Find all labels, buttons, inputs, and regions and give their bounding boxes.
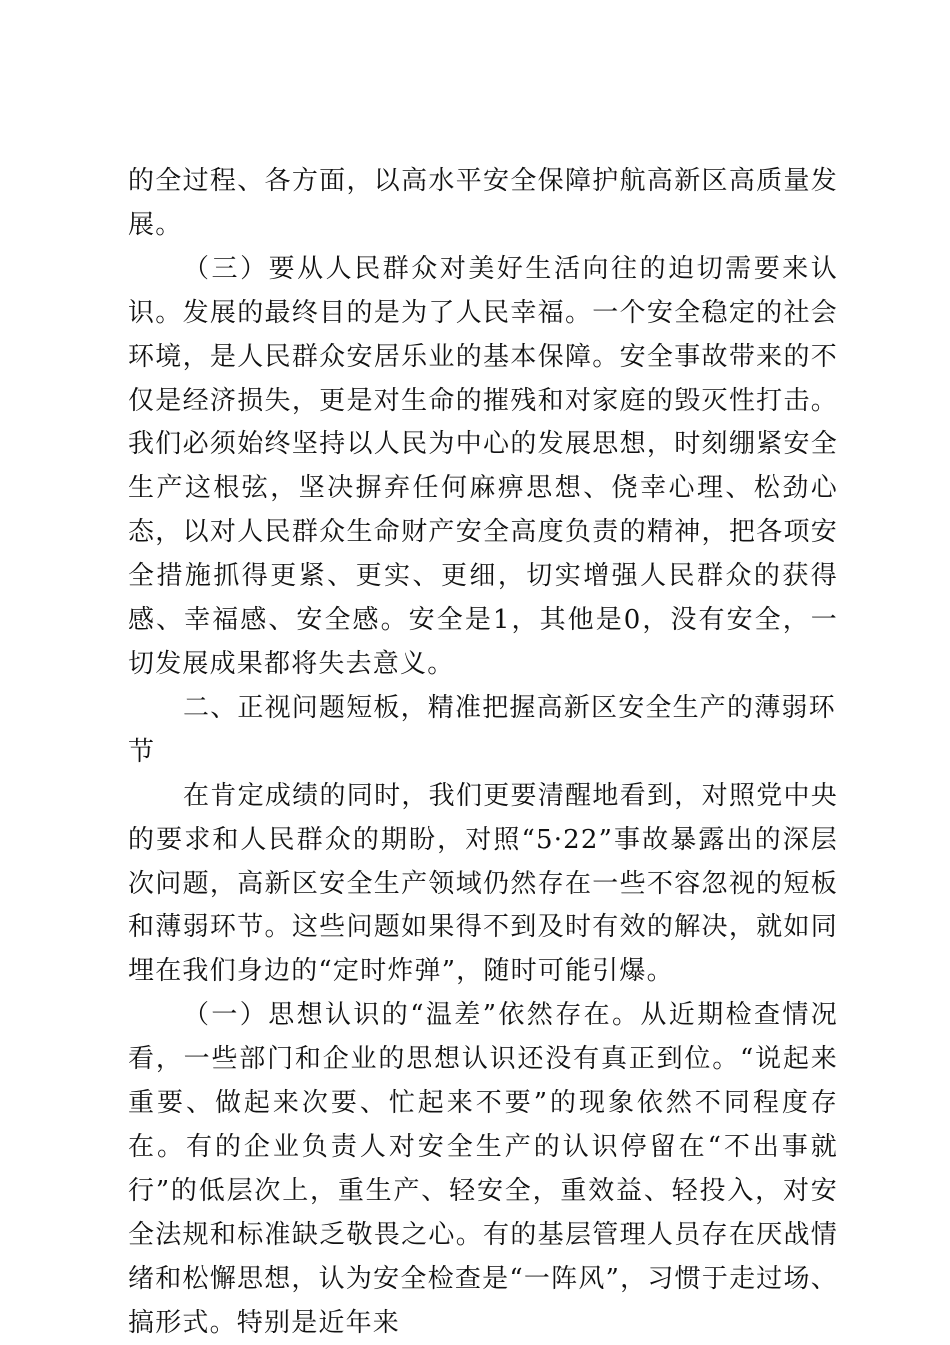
paragraph-subsection-one: （一）思想认识的“温差”依然存在。从近期检查情况看，一些部门和企业的思想认识还没有真正到位。“说起来重要、做起来次要、忙起来不要”的现象依然不同程度存在。有的企业负责人对安全生产的认识停留在“不出事就行”的低层次上，重生产、轻安全，重效益、轻投入，对安全法规和标准缺乏敬畏之心。有的基层管理人员存在厌战情绪和松懈思想，认为安全检查是“一阵风”，习惯于走过场、搞形式。特别是近年来 <box>128 1000 838 1338</box>
paragraph-section-three: （三）要从人民群众对美好生活向往的迫切需要来认识。发展的最终目的是为了人民幸福。一个安全稳定的社会环境，是人民群众安居乐业的基本保障。安全事故带来的不仅是经济损失，更是对生命的摧残和对家庭的毁灭性打击。我们必须始终坚持以人民为中心的发展思想，时刻绷紧安全生产这根弦，坚决摒弃任何麻痹思想、侥幸心理、松劲心态，以对人民群众生命财产安全高度负责的精神，把各项安全措施抓得更紧、更实、更细，切实增强人民群众的获得感、幸福感、安全感。安全是1，其他是0，没有安全，一切发展成果都将失去意义。 <box>128 253 838 679</box>
document-body <box>128 160 838 1345</box>
section-heading-two: 二、正视问题短板，精准把握高新区安全生产的薄弱环节 <box>128 692 836 767</box>
paragraph-continuation: 的全过程、各方面，以高水平安全保障护航高新区高质量发展。 <box>128 166 838 240</box>
paragraph-problems-intro: 在肯定成绩的同时，我们更要清醒地看到，对照党中央的要求和人民群众的期盼，对照“5·22”事故暴露出的深层次问题，高新区安全生产领域仍然存在一些不容忽视的短板和薄弱环节。这些问题如果得不到及时有效的解决，就如同埋在我们身边的“定时炸弹”，随时可能引爆。 <box>128 780 838 987</box>
